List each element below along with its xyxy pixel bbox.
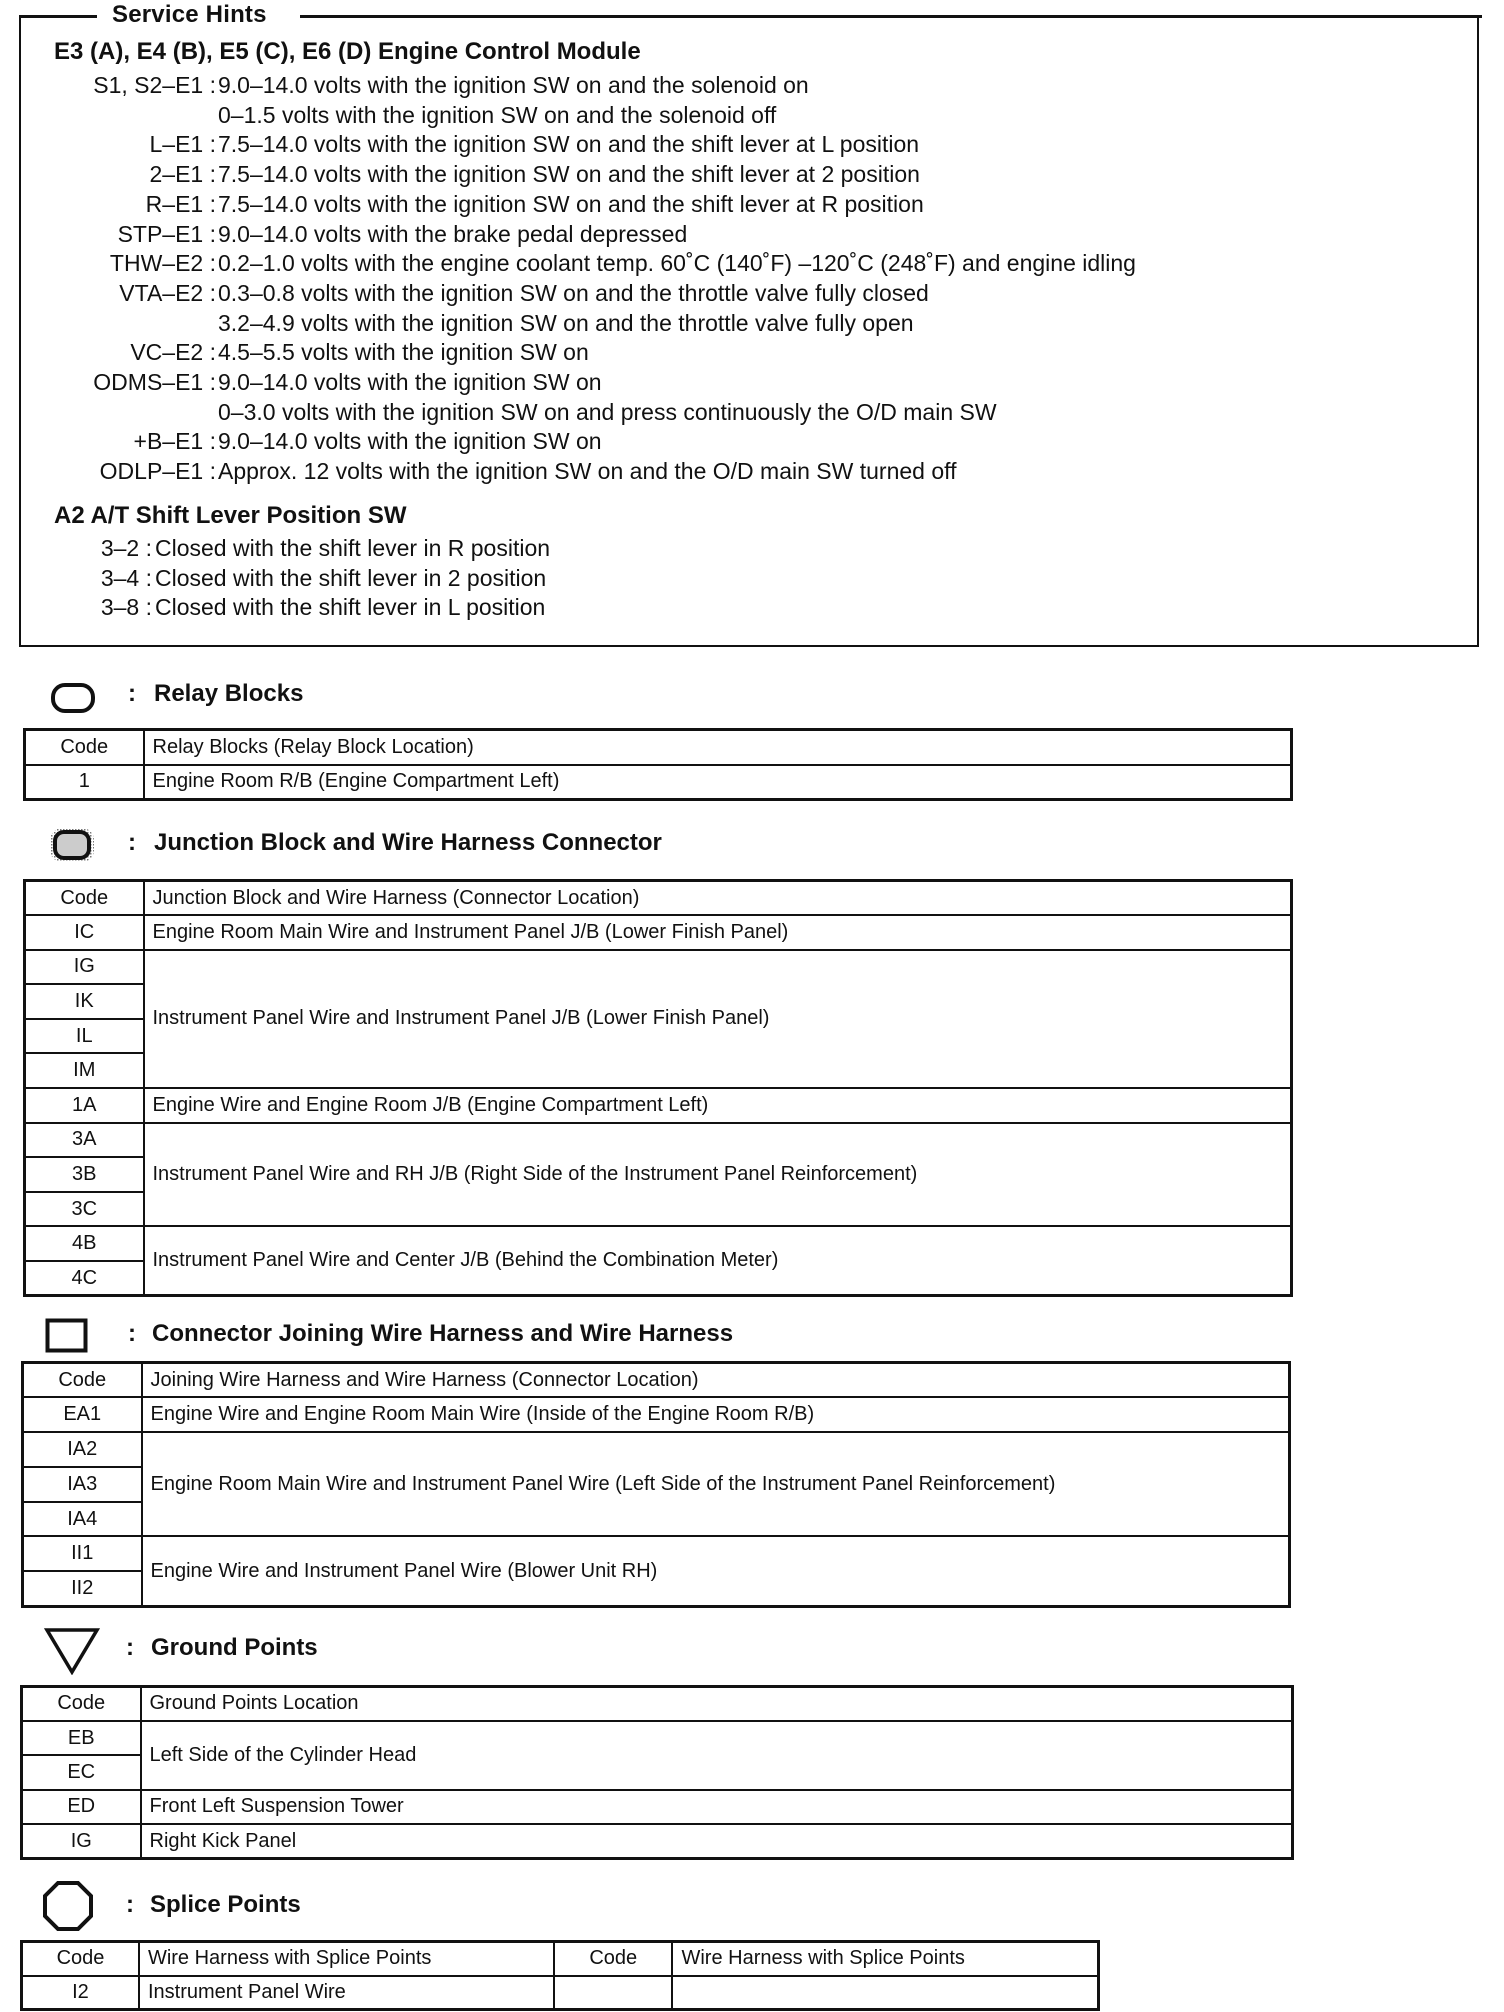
hint-label: THW–E2 : — [109, 250, 216, 277]
relay-blocks-table — [23, 728, 1293, 801]
hint-label: STP–E1 : — [117, 220, 216, 247]
table-row — [23, 1432, 1290, 1467]
octagon-icon — [42, 1880, 94, 1932]
table-row — [22, 1976, 1099, 2010]
harness-cell — [672, 1976, 1098, 2010]
table-row — [22, 1824, 1293, 1858]
hint-text: 0–3.0 volts with the ignition SW on and press continuously the O/D main SW — [218, 398, 997, 425]
code-cell: IC — [25, 915, 144, 950]
column-header-code: Code — [22, 1687, 141, 1721]
hint-label: 2–E1 : — [149, 161, 216, 188]
hint-label: +B–E1 : — [133, 428, 216, 455]
hint-label: 3–4 : — [100, 564, 152, 591]
hint-text: 0.3–0.8 volts with the ignition SW on and the throttle valve fully closed — [218, 279, 929, 306]
location-cell: Instrument Panel Wire and Instrument Panel J/B (Lower Finish Panel) — [144, 950, 1292, 1088]
a2-heading: A2 A/T Shift Lever Position SW — [54, 502, 407, 529]
square-icon — [45, 1318, 89, 1354]
hint-label: ODLP–E1 : — [99, 458, 216, 485]
hint-label: VTA–E2 : — [119, 279, 216, 306]
code-cell — [554, 1976, 672, 2010]
column-header-desc: Ground Points Location — [141, 1687, 1293, 1721]
junction-blocks-colon: : — [128, 829, 136, 856]
hint-text: 0.2–1.0 volts with the engine coolant temp. 60˚C (140˚F) –120˚C (248˚F) and engine idling — [218, 250, 1136, 277]
column-header-code: Code — [22, 1942, 139, 1976]
hint-text: 0–1.5 volts with the ignition SW on and the solenoid off — [218, 101, 777, 128]
code-cell: 4C — [25, 1261, 144, 1296]
hint-text: 3.2–4.9 volts with the ignition SW on and the throttle valve fully open — [218, 309, 914, 336]
relay-blocks-colon: : — [128, 680, 136, 707]
hint-label: VC–E2 : — [130, 339, 216, 366]
code-cell: IA3 — [23, 1467, 142, 1502]
ground-points-table — [20, 1685, 1294, 1860]
hint-text: 9.0–14.0 volts with the brake pedal depressed — [218, 220, 688, 247]
table-row — [25, 915, 1292, 950]
column-header-desc: Wire Harness with Splice Points — [139, 1942, 554, 1976]
table-header-row — [23, 1363, 1290, 1398]
hint-text: 9.0–14.0 volts with the ignition SW on — [218, 428, 602, 455]
hint-label: 3–8 : — [100, 594, 152, 620]
column-header-desc: Relay Blocks (Relay Block Location) — [144, 730, 1292, 765]
code-cell: EB — [22, 1721, 141, 1755]
code-cell: II2 — [23, 1571, 142, 1606]
code-cell: IK — [25, 984, 144, 1019]
location-cell: Instrument Panel Wire and Center J/B (Behind the Combination Meter) — [144, 1226, 1292, 1295]
location-cell: Left Side of the Cylinder Head — [141, 1721, 1293, 1790]
hint-label: S1, S2–E1 : — [93, 72, 216, 98]
hint-label: R–E1 : — [145, 190, 216, 217]
table-header-row — [25, 881, 1292, 916]
harness-cell: Instrument Panel Wire — [139, 1976, 554, 2010]
hint-label: 3–2 : — [100, 535, 152, 561]
ground-points-heading: Ground Points — [151, 1634, 318, 1661]
hint-text: 4.5–5.5 volts with the ignition SW on — [218, 339, 589, 366]
table-row — [25, 1123, 1292, 1158]
location-cell: Engine Wire and Engine Room J/B (Engine Compartment Left) — [144, 1088, 1292, 1123]
relay-blocks-heading: Relay Blocks — [154, 680, 304, 707]
hint-text: 7.5–14.0 volts with the ignition SW on and the shift lever at L position — [218, 131, 920, 158]
hint-label: L–E1 : — [149, 131, 216, 158]
location-cell: Right Kick Panel — [141, 1824, 1293, 1858]
column-header-code: Code — [25, 881, 144, 916]
table-row — [23, 1397, 1290, 1432]
connectors-table — [21, 1361, 1291, 1608]
code-cell: IL — [25, 1019, 144, 1054]
code-cell: IG — [25, 950, 144, 985]
location-cell: Engine Wire and Engine Room Main Wire (Inside of the Engine Room R/B) — [142, 1397, 1290, 1432]
code-cell: 3A — [25, 1123, 144, 1158]
hint-text: 7.5–14.0 volts with the ignition SW on and the shift lever at 2 position — [218, 161, 920, 188]
junction-blocks-heading: Junction Block and Wire Harness Connector — [154, 829, 662, 856]
splice-points-table — [20, 1940, 1100, 2011]
ecm-heading: E3 (A), E4 (B), E5 (C), E6 (D) Engine Control Module — [54, 38, 641, 65]
code-cell: EC — [22, 1755, 141, 1789]
location-cell: Instrument Panel Wire and RH J/B (Right Side of the Instrument Panel Reinforcement) — [144, 1123, 1292, 1227]
table-row — [22, 1790, 1293, 1824]
table-row — [22, 1721, 1293, 1755]
location-cell: Engine Room Main Wire and Instrument Panel J/B (Lower Finish Panel) — [144, 915, 1292, 950]
hint-text: Approx. 12 volts with the ignition SW on and the O/D main SW turned off — [218, 458, 957, 485]
code-cell: IG — [22, 1824, 141, 1858]
code-cell: IM — [25, 1053, 144, 1088]
column-header-code: Code — [554, 1942, 672, 1976]
ground-points-colon: : — [126, 1634, 134, 1661]
table-header-row — [22, 1942, 1099, 1976]
column-header-desc: Junction Block and Wire Harness (Connector Location) — [144, 881, 1292, 916]
down-triangle-icon — [44, 1627, 100, 1675]
hint-text: 7.5–14.0 volts with the ignition SW on and the shift lever at R position — [218, 190, 924, 217]
hint-text: 9.0–14.0 volts with the ignition SW on and the solenoid on — [218, 72, 809, 98]
service-hints-title: Service Hints — [112, 1, 267, 28]
code-cell: IA2 — [23, 1432, 142, 1467]
connectors-heading: Connector Joining Wire Harness and Wire Harness — [152, 1320, 734, 1347]
column-header-desc: Wire Harness with Splice Points — [672, 1942, 1098, 1976]
hint-text: Closed with the shift lever in R position — [155, 535, 551, 561]
splice-points-heading: Splice Points — [150, 1891, 301, 1918]
code-cell: 1 — [25, 765, 144, 800]
code-cell: II1 — [23, 1536, 142, 1571]
code-cell: 1A — [25, 1088, 144, 1123]
junction-blocks-table — [23, 879, 1293, 1297]
table-header-row — [25, 730, 1292, 765]
location-cell: Engine Room Main Wire and Instrument Panel Wire (Left Side of the Instrument Panel Reinforcement) — [142, 1432, 1290, 1536]
location-cell: Engine Wire and Instrument Panel Wire (Blower Unit RH) — [142, 1536, 1290, 1606]
code-cell: ED — [22, 1790, 141, 1824]
column-header-code: Code — [23, 1363, 142, 1398]
hint-text: 9.0–14.0 volts with the ignition SW on — [218, 369, 602, 395]
connectors-colon: : — [128, 1320, 136, 1347]
hint-text: Closed with the shift lever in 2 position — [155, 564, 547, 591]
code-cell: I2 — [22, 1976, 139, 2010]
column-header-code: Code — [25, 730, 144, 765]
code-cell: 3B — [25, 1157, 144, 1192]
table-row — [25, 765, 1292, 800]
code-cell: 4B — [25, 1226, 144, 1261]
table-row — [25, 1226, 1292, 1261]
hint-label: ODMS–E1 : — [93, 369, 216, 395]
table-row — [25, 950, 1292, 985]
column-header-desc: Joining Wire Harness and Wire Harness (Connector Location) — [142, 1363, 1290, 1398]
code-cell: 3C — [25, 1192, 144, 1227]
location-cell: Engine Room R/B (Engine Compartment Left) — [144, 765, 1292, 800]
rounded-rect-icon — [50, 682, 96, 714]
code-cell: EA1 — [23, 1397, 142, 1432]
table-row — [23, 1536, 1290, 1571]
splice-points-colon: : — [126, 1891, 134, 1918]
table-header-row — [22, 1687, 1293, 1721]
shaded-rounded-rect-icon — [48, 826, 96, 866]
location-cell: Front Left Suspension Tower — [141, 1790, 1293, 1824]
code-cell: IA4 — [23, 1502, 142, 1537]
table-row — [25, 1088, 1292, 1123]
hint-text: Closed with the shift lever in L position — [155, 594, 546, 620]
